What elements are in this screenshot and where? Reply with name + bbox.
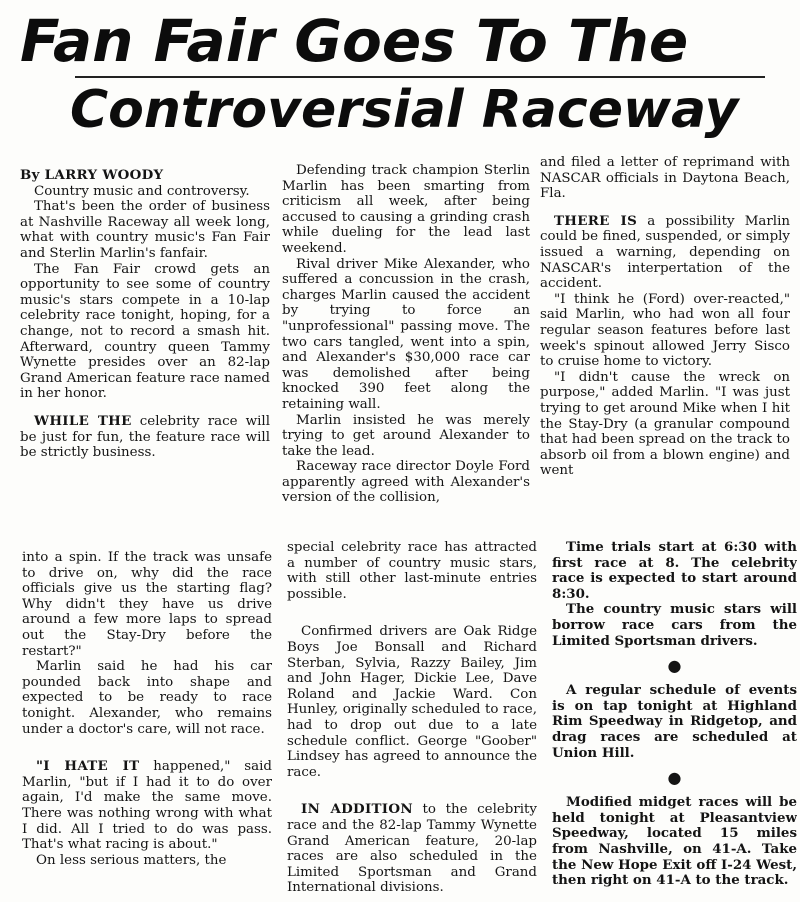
paragraph: special celebrity race has attracted a number of country music stars, with still other last-minute entries possible.	[287, 540, 537, 602]
headline-line-2: Controversial Raceway	[70, 80, 739, 140]
paragraph: The Fan Fair crowd gets an opportunity to see some of country music's stars compete in a 10-lap celebrity race tonight, hoping, for a change, not to record a smash hit. Afterward, country queen Tammy Wynette presides over an 82-lap Grand American feature race named in her honor.	[20, 261, 270, 402]
paragraph: A regular schedule of events is on tap tonight at Highland Rim Speedway in Ridgetop, and drag races are scheduled at Union Hill.	[552, 682, 797, 761]
paragraph-rest: to the celebrity race and the 82-lap Tammy Wynette Grand American feature, 20-lap races are also scheduled in the Limited Sportsman and Grand International divisions.	[287, 802, 537, 896]
paragraph: Modified midget races will be held tonight at Pleasantview Speedway, located 15 miles from Nashville, on 41-A. Take the New Hope Exit off I-24 West, then right on 41-A to the track.	[552, 794, 797, 889]
headline-rule	[75, 76, 765, 78]
headline-line-1: Fan Fair Goes To The	[20, 7, 689, 75]
paragraph-rest: celebrity race will be just for fun, the feature race will be strictly business.	[20, 413, 270, 461]
paragraph: Confirmed drivers are Oak Ridge Boys Joe Bonsall and Richard Sterban, Sylvia, Razzy Bailey, Jim and John Hager, Dickie Lee, Dave Roland and Jackie Ward. Con Hunley, originally scheduled to race, had to drop out due to a late schedule conflict. George "Goober" Lindsey has agreed to announce the race.	[287, 624, 537, 780]
paragraph: The country music stars will borrow race cars from the Limited Sportsman drivers.	[552, 601, 797, 649]
paragraph	[287, 802, 537, 896]
paragraph-rest: happened," said Marlin, "but if I had it to do over again, I'd make the same move. There was nothing wrong with what I did. All I tried to do was pass. That's what racing is about."	[22, 759, 272, 853]
bullet-separator: ●	[667, 768, 682, 788]
byline: By LARRY WOODY	[20, 168, 164, 183]
paragraph-rest: a possibility Marlin could be fined, suspended, or simply issued a warning, depending on NASCAR's interpertation of the accident.	[540, 213, 790, 292]
paragraph-lead: WHILE THE	[34, 412, 132, 429]
paragraph: Rival driver Mike Alexander, who suffered a concussion in the crash, charges Marlin caused the accident by trying to force an "unprofessional" passing move. The two cars tangled, went into a spin, and Alexander's $30,000 race car was demolished after being knocked 390 feet along the retaining wall.	[282, 256, 530, 412]
article-column-3	[540, 155, 790, 515]
paragraph: into a spin. If the track was unsafe to drive on, why did the race officials give us the starting flag? Why didn't they have us drive around a few more laps to spread out the Stay-Dry before the restart?"	[22, 550, 272, 659]
paragraph: Defending track champion Sterlin Marlin has been smarting from criticism all week, after being accused to causing a grinding crash while dueling for the lead last weekend.	[282, 163, 530, 256]
paragraph: Time trials start at 6:30 with first race at 8. The celebrity race is expected to start around 8:30.	[552, 539, 797, 602]
article-column-4	[22, 550, 272, 900]
bullet-separator: ●	[667, 656, 682, 676]
paragraph-lead: THERE IS	[554, 212, 638, 229]
paragraph: That's been the order of business at Nashville Raceway all week long, what with country music's Fan Fair and Sterlin Marlin's fanfair.	[20, 199, 270, 261]
article-column-5	[287, 540, 537, 900]
article-column-1	[20, 168, 270, 518]
paragraph: Marlin said he had his car pounded back into shape and expected to be ready to race tonight. Alexander, who remains under a doctor's care, will not race.	[22, 659, 272, 737]
paragraph: Raceway race director Doyle Ford apparently agreed with Alexander's version of the collision,	[282, 459, 530, 506]
paragraph-lead: "I HATE IT	[36, 758, 140, 775]
paragraph	[540, 214, 790, 292]
paragraph: "I think he (Ford) over-reacted," said Marlin, who had won all four regular season features before last week's spinout allowed Jerry Sisco to cruise home to victory.	[540, 291, 790, 370]
paragraph: and filed a letter of reprimand with NASCAR officials in Daytona Beach, Fla.	[540, 155, 790, 202]
paragraph: Marlin insisted he was merely trying to get around Alexander to take the lead.	[282, 412, 530, 459]
article-column-6	[552, 528, 797, 898]
paragraph: "I didn't cause the wreck on purpose," added Marlin. "I was just trying to get around Mike when I hit the Stay-Dry (a granular compound that had been spread on the track to absorb oil from a blown engine) and went	[540, 369, 790, 479]
paragraph: Country music and controversy.	[34, 183, 250, 199]
article-column-2	[282, 163, 530, 518]
paragraph: On less serious matters, the	[36, 852, 227, 868]
paragraph	[20, 414, 270, 461]
paragraph-lead: IN ADDITION	[301, 801, 413, 818]
paragraph	[22, 759, 272, 853]
